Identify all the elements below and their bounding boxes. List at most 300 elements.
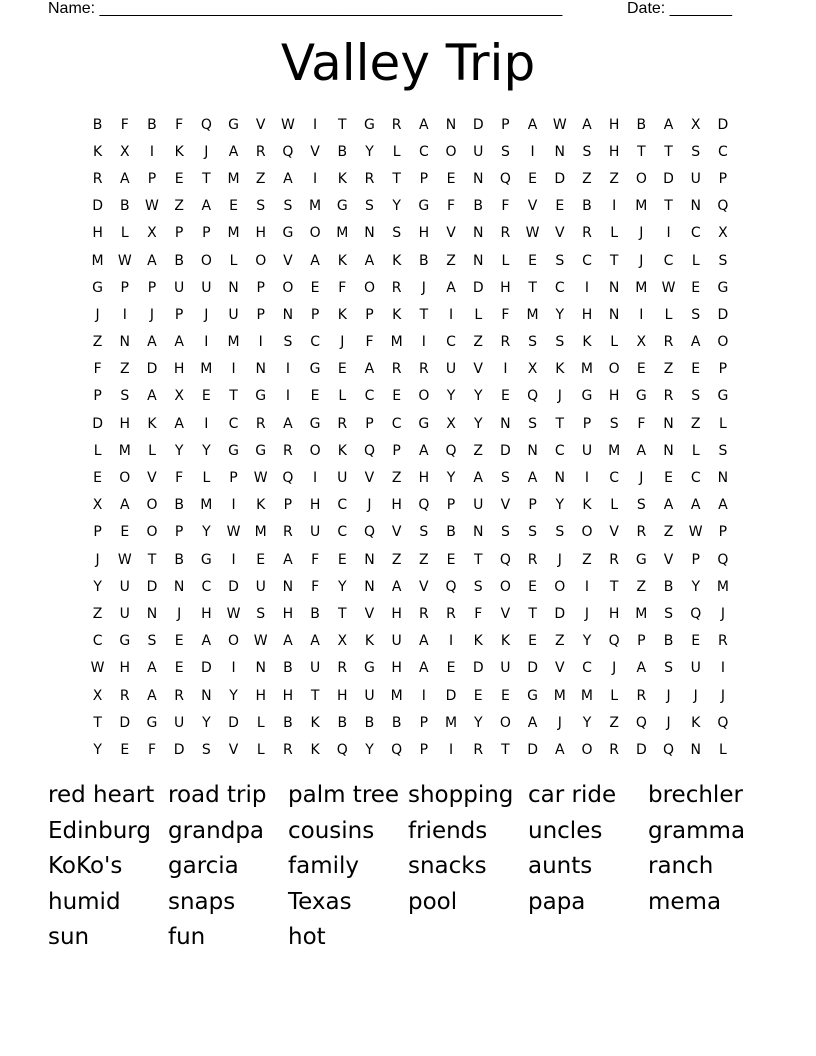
grid-letter: I bbox=[584, 279, 590, 296]
grid-letter: L bbox=[691, 252, 700, 269]
grid-letter: G bbox=[364, 116, 375, 133]
grid-letter: A bbox=[283, 633, 293, 650]
grid-letter: L bbox=[229, 252, 238, 269]
grid-letter: I bbox=[530, 143, 535, 160]
grid-letter: X bbox=[527, 361, 538, 378]
word-bank-item: Edinburg bbox=[48, 817, 151, 844]
grid-letter: E bbox=[528, 170, 538, 187]
grid-row bbox=[84, 546, 737, 573]
grid-letter: A bbox=[201, 633, 212, 650]
grid-letter: H bbox=[119, 660, 131, 677]
grid-letter: M bbox=[118, 442, 131, 459]
grid-letter: R bbox=[718, 633, 728, 650]
grid-letter: E bbox=[229, 198, 238, 215]
grid-letter: D bbox=[472, 279, 484, 296]
grid-row bbox=[84, 410, 737, 437]
grid-letter: L bbox=[610, 334, 619, 351]
grid-letter: T bbox=[664, 143, 673, 160]
grid-letter: S bbox=[582, 143, 592, 160]
grid-row bbox=[84, 573, 737, 600]
grid-letter: O bbox=[200, 252, 212, 269]
grid-letter: X bbox=[147, 225, 157, 242]
grid-letter: Y bbox=[338, 578, 347, 595]
grid-letter: P bbox=[283, 497, 293, 514]
grid-letter: F bbox=[93, 361, 102, 378]
grid-letter: G bbox=[119, 633, 131, 650]
grid-letter: A bbox=[364, 361, 375, 378]
grid-letter: R bbox=[255, 143, 266, 160]
word-bank-item: car ride bbox=[528, 782, 617, 808]
grid-letter: E bbox=[174, 660, 184, 677]
grid-letter: L bbox=[392, 143, 401, 160]
grid-letter: A bbox=[636, 660, 647, 677]
word-bank-item: gramma bbox=[648, 817, 746, 844]
grid-letter: C bbox=[582, 660, 592, 677]
grid-letter: J bbox=[367, 497, 372, 514]
grid-letter: E bbox=[446, 170, 456, 187]
grid-letter: R bbox=[337, 660, 348, 677]
grid-letter: G bbox=[255, 442, 267, 459]
grid-letter: A bbox=[527, 470, 538, 487]
grid-letter: M bbox=[580, 687, 594, 704]
grid-letter: X bbox=[446, 415, 456, 432]
grid-letter: Y bbox=[473, 415, 483, 432]
grid-letter: J bbox=[720, 605, 725, 622]
grid-letter: R bbox=[582, 225, 592, 242]
grid-letter: A bbox=[174, 415, 184, 432]
grid-letter: H bbox=[201, 605, 212, 622]
grid-letter: O bbox=[635, 170, 647, 187]
grid-letter: D bbox=[635, 741, 647, 758]
grid-letter: B bbox=[391, 714, 402, 731]
grid-letter: T bbox=[664, 198, 673, 215]
grid-letter: A bbox=[473, 470, 483, 487]
grid-letter: N bbox=[364, 551, 375, 568]
grid-letter: K bbox=[582, 497, 592, 514]
grid-letter: P bbox=[229, 470, 238, 487]
grid-letter: O bbox=[418, 388, 430, 405]
grid-letter: P bbox=[147, 279, 157, 296]
grid-letter: N bbox=[364, 225, 375, 242]
grid-letter: U bbox=[473, 143, 484, 160]
grid-row bbox=[84, 193, 737, 220]
grid-letter: K bbox=[93, 143, 103, 160]
grid-letter: C bbox=[554, 442, 565, 459]
grid-letter: Y bbox=[365, 143, 374, 160]
grid-letter: C bbox=[554, 279, 565, 296]
grid-letter: W bbox=[253, 470, 268, 487]
grid-letter: E bbox=[691, 279, 701, 296]
grid-letter: K bbox=[582, 334, 592, 351]
grid-letter: F bbox=[175, 116, 184, 133]
grid-letter: D bbox=[200, 660, 212, 677]
grid-letter: W bbox=[280, 116, 295, 133]
grid-letter: H bbox=[92, 225, 103, 242]
grid-letter: E bbox=[310, 388, 320, 405]
word-bank-item: hot bbox=[288, 924, 326, 951]
grid-letter: Z bbox=[446, 252, 456, 269]
grid-letter: R bbox=[337, 415, 348, 432]
grid-letter: Z bbox=[174, 198, 184, 215]
grid-letter: T bbox=[93, 714, 102, 731]
grid-letter: R bbox=[500, 225, 511, 242]
grid-letter: Z bbox=[582, 551, 592, 568]
grid-letter: C bbox=[391, 415, 402, 432]
grid-letter: E bbox=[337, 551, 347, 568]
grid-letter: Y bbox=[582, 714, 592, 731]
grid-letter: C bbox=[446, 334, 456, 351]
grid-letter: E bbox=[256, 551, 266, 568]
grid-letter: V bbox=[500, 497, 511, 514]
grid-letter: W bbox=[117, 252, 132, 269]
grid-letter: H bbox=[500, 279, 511, 296]
grid-letter: B bbox=[663, 633, 674, 650]
grid-letter: P bbox=[501, 116, 510, 133]
grid-letter: O bbox=[499, 714, 511, 731]
grid-letter: N bbox=[663, 442, 674, 459]
grid-letter: H bbox=[255, 687, 266, 704]
grid-letter: H bbox=[337, 687, 348, 704]
grid-letter: S bbox=[473, 578, 483, 595]
grid-letter: T bbox=[473, 551, 483, 568]
grid-letter: E bbox=[174, 633, 184, 650]
grid-letter: S bbox=[500, 143, 510, 160]
grid-letter: I bbox=[448, 633, 454, 650]
grid-letter: A bbox=[201, 198, 212, 215]
grid-letter: R bbox=[609, 741, 620, 758]
grid-letter: S bbox=[120, 388, 130, 405]
grid-letter: A bbox=[582, 116, 592, 133]
grid-letter: V bbox=[663, 551, 674, 568]
grid-letter: G bbox=[255, 388, 267, 405]
grid-letter: I bbox=[503, 361, 508, 378]
grid-letter: M bbox=[336, 225, 349, 242]
grid-letter: W bbox=[253, 633, 268, 650]
grid-letter: I bbox=[448, 306, 454, 323]
grid-letter: N bbox=[608, 306, 620, 323]
word-bank-item: ranch bbox=[648, 853, 714, 880]
grid-letter: S bbox=[500, 470, 510, 487]
grid-letter: L bbox=[474, 306, 483, 323]
grid-letter: P bbox=[120, 279, 129, 296]
grid-letter: R bbox=[500, 334, 511, 351]
grid-letter: G bbox=[228, 116, 239, 133]
grid-letter: T bbox=[392, 170, 401, 187]
grid-letter: E bbox=[310, 279, 320, 296]
grid-letter: N bbox=[608, 279, 620, 296]
grid-letter: O bbox=[255, 252, 267, 269]
grid-letter: O bbox=[581, 741, 593, 758]
word-bank-item: papa bbox=[528, 888, 586, 915]
grid-letter: Z bbox=[690, 415, 701, 432]
grid-letter: T bbox=[528, 279, 537, 296]
grid-row bbox=[84, 329, 737, 356]
grid-letter: U bbox=[690, 170, 701, 187]
grid-letter: B bbox=[473, 198, 484, 215]
grid-row bbox=[84, 356, 737, 383]
grid-letter: V bbox=[364, 605, 375, 622]
grid-letter: U bbox=[174, 279, 185, 296]
grid-letter: A bbox=[419, 116, 429, 133]
word-bank-item: garcia bbox=[168, 853, 239, 880]
grid-letter: L bbox=[719, 741, 727, 758]
grid-letter: F bbox=[365, 334, 374, 351]
grid-letter: P bbox=[718, 524, 728, 541]
grid-letter: X bbox=[337, 633, 348, 650]
grid-letter: F bbox=[175, 470, 184, 487]
grid-letter: J bbox=[557, 388, 562, 405]
grid-letter: D bbox=[173, 741, 185, 758]
grid-letter: N bbox=[663, 415, 674, 432]
grid-letter: J bbox=[95, 306, 100, 323]
grid-letter: U bbox=[337, 470, 348, 487]
grid-letter: X bbox=[92, 687, 103, 704]
grid-letter: U bbox=[119, 578, 130, 595]
grid-letter: E bbox=[528, 578, 538, 595]
grid-letter: V bbox=[391, 524, 402, 541]
grid-letter: N bbox=[472, 252, 484, 269]
date-field[interactable]: Date: _______ bbox=[627, 0, 732, 17]
grid-letter: A bbox=[147, 252, 157, 269]
grid-letter: L bbox=[691, 442, 700, 459]
grid-letter: R bbox=[283, 442, 293, 459]
grid-letter: I bbox=[204, 334, 209, 351]
grid-letter: M bbox=[200, 361, 213, 378]
grid-letter: I bbox=[448, 741, 454, 758]
grid-letter: K bbox=[337, 306, 347, 323]
grid-letter: S bbox=[528, 415, 538, 432]
grid-letter: T bbox=[229, 388, 238, 405]
grid-letter: O bbox=[581, 524, 593, 541]
grid-letter: Y bbox=[202, 524, 211, 541]
grid-letter: Y bbox=[202, 714, 211, 731]
grid-letter: U bbox=[690, 660, 701, 677]
grid-letter: O bbox=[717, 334, 729, 351]
grid-letter: S bbox=[528, 334, 538, 351]
grid-letter: W bbox=[90, 660, 105, 677]
grid-letter: V bbox=[554, 660, 565, 677]
grid-letter: E bbox=[174, 170, 184, 187]
grid-letter: K bbox=[691, 714, 701, 731]
grid-letter: M bbox=[309, 198, 322, 215]
grid-letter: M bbox=[608, 442, 621, 459]
grid-letter: S bbox=[691, 388, 701, 405]
grid-letter: R bbox=[255, 415, 266, 432]
grid-letter: H bbox=[282, 605, 294, 622]
grid-letter: M bbox=[91, 252, 104, 269]
grid-row bbox=[84, 519, 737, 546]
grid-letter: A bbox=[718, 497, 728, 514]
grid-letter: P bbox=[147, 170, 157, 187]
name-field[interactable]: Name: ____________________________________________________ bbox=[48, 0, 563, 17]
grid-letter: I bbox=[313, 470, 318, 487]
grid-letter: D bbox=[146, 578, 158, 595]
grid-letter: L bbox=[610, 497, 619, 514]
grid-letter: N bbox=[527, 442, 538, 459]
grid-letter: Y bbox=[365, 741, 374, 758]
grid-letter: Z bbox=[663, 524, 674, 541]
grid-letter: J bbox=[557, 551, 562, 568]
grid-row bbox=[84, 383, 737, 410]
grid-letter: A bbox=[283, 551, 293, 568]
grid-letter: H bbox=[418, 225, 430, 242]
grid-letter: Q bbox=[690, 605, 702, 622]
grid-letter: Q bbox=[717, 714, 729, 731]
grid-letter: N bbox=[472, 225, 484, 242]
grid-letter: B bbox=[147, 116, 157, 133]
grid-letter: U bbox=[500, 660, 511, 677]
grid-letter: I bbox=[584, 578, 590, 595]
grid-letter: I bbox=[313, 170, 318, 187]
grid-letter: P bbox=[174, 306, 184, 323]
grid-letter: A bbox=[663, 497, 674, 514]
grid-letter: Z bbox=[391, 551, 402, 568]
grid-letter: D bbox=[717, 306, 729, 323]
grid-letter: S bbox=[555, 252, 565, 269]
grid-letter: E bbox=[691, 361, 701, 378]
grid-letter: I bbox=[720, 660, 725, 677]
grid-letter: A bbox=[419, 633, 429, 650]
grid-letter: B bbox=[174, 497, 184, 514]
grid-letter: H bbox=[391, 660, 402, 677]
grid-letter: M bbox=[716, 578, 729, 595]
grid-letter: I bbox=[421, 334, 426, 351]
grid-letter: A bbox=[310, 633, 320, 650]
grid-letter: A bbox=[283, 415, 293, 432]
grid-letter: C bbox=[228, 415, 239, 432]
word-bank-item: aunts bbox=[528, 853, 593, 880]
grid-row bbox=[84, 464, 737, 491]
grid-letter: E bbox=[555, 198, 565, 215]
grid-letter: N bbox=[282, 578, 294, 595]
grid-letter: R bbox=[391, 361, 402, 378]
grid-row bbox=[84, 301, 737, 328]
grid-letter: V bbox=[500, 605, 511, 622]
grid-letter: S bbox=[718, 442, 728, 459]
grid-letter: J bbox=[639, 470, 644, 487]
grid-letter: J bbox=[204, 306, 209, 323]
word-bank-item: brechler bbox=[648, 782, 743, 808]
grid-letter: U bbox=[445, 361, 457, 378]
grid-letter: A bbox=[419, 660, 429, 677]
grid-letter: H bbox=[173, 361, 185, 378]
grid-letter: I bbox=[285, 361, 290, 378]
grid-letter: E bbox=[664, 470, 673, 487]
grid-letter: V bbox=[473, 361, 483, 378]
page-title: Valley Trip bbox=[280, 34, 536, 92]
grid-letter: A bbox=[527, 714, 538, 731]
grid-letter: P bbox=[419, 741, 429, 758]
grid-letter: H bbox=[608, 143, 620, 160]
grid-letter: R bbox=[663, 334, 674, 351]
grid-letter: A bbox=[147, 687, 157, 704]
word-bank-item: cousins bbox=[288, 817, 375, 844]
grid-letter: N bbox=[255, 361, 266, 378]
grid-letter: H bbox=[255, 225, 266, 242]
grid-letter: T bbox=[202, 170, 211, 187]
grid-letter: I bbox=[639, 306, 644, 323]
grid-letter: S bbox=[201, 741, 211, 758]
grid-letter: I bbox=[584, 470, 590, 487]
grid-letter: G bbox=[717, 279, 729, 296]
grid-letter: N bbox=[119, 334, 131, 351]
grid-letter: V bbox=[255, 116, 266, 133]
grid-letter: I bbox=[612, 198, 617, 215]
grid-letter: M bbox=[390, 687, 403, 704]
grid-letter: J bbox=[149, 306, 155, 323]
grid-letter: N bbox=[173, 578, 185, 595]
grid-letter: N bbox=[201, 687, 212, 704]
grid-letter: H bbox=[119, 415, 131, 432]
grid-letter: K bbox=[337, 252, 347, 269]
grid-letter: L bbox=[664, 306, 673, 323]
grid-letter: Z bbox=[92, 605, 103, 622]
grid-letter: I bbox=[149, 143, 155, 160]
grid-letter: P bbox=[582, 415, 592, 432]
grid-letter: S bbox=[664, 660, 673, 677]
grid-letter: A bbox=[283, 170, 293, 187]
grid-letter: W bbox=[145, 198, 159, 215]
grid-letter: F bbox=[120, 116, 129, 133]
grid-letter: N bbox=[228, 279, 239, 296]
grid-letter: L bbox=[256, 714, 265, 731]
grid-letter: A bbox=[446, 279, 456, 296]
grid-letter: I bbox=[231, 497, 236, 514]
grid-letter: K bbox=[473, 633, 483, 650]
grid-letter: R bbox=[391, 279, 402, 296]
grid-row bbox=[84, 220, 737, 247]
grid-letter: F bbox=[311, 578, 320, 595]
grid-letter: B bbox=[337, 143, 348, 160]
grid-letter: P bbox=[93, 524, 102, 541]
grid-letter: B bbox=[337, 714, 348, 731]
grid-letter: X bbox=[636, 334, 647, 351]
grid-letter: B bbox=[419, 252, 429, 269]
grid-letter: N bbox=[364, 578, 375, 595]
grid-letter: S bbox=[283, 334, 293, 351]
grid-letter: L bbox=[610, 687, 619, 704]
grid-letter: J bbox=[639, 225, 644, 242]
grid-letter: S bbox=[664, 605, 673, 622]
grid-letter: S bbox=[500, 524, 510, 541]
grid-letter: E bbox=[446, 660, 456, 677]
grid-letter: V bbox=[310, 143, 320, 160]
grid-row bbox=[84, 165, 737, 192]
grid-letter: G bbox=[418, 415, 430, 432]
grid-letter: K bbox=[364, 633, 375, 650]
grid-letter: V bbox=[609, 524, 619, 541]
grid-letter: C bbox=[663, 252, 674, 269]
grid-letter: D bbox=[92, 198, 103, 215]
grid-letter: P bbox=[174, 524, 184, 541]
grid-letter: D bbox=[472, 660, 484, 677]
grid-letter: Y bbox=[93, 741, 102, 758]
grid-letter: N bbox=[445, 116, 457, 133]
grid-letter: Y bbox=[174, 442, 184, 459]
grid-letter: U bbox=[174, 714, 185, 731]
grid-row bbox=[84, 628, 737, 655]
grid-letter: H bbox=[391, 605, 402, 622]
grid-letter: Z bbox=[473, 334, 484, 351]
grid-letter: C bbox=[582, 252, 592, 269]
grid-letter: N bbox=[690, 741, 701, 758]
grid-letter: G bbox=[92, 279, 104, 296]
grid-letter: N bbox=[472, 170, 484, 187]
grid-letter: W bbox=[661, 279, 676, 296]
grid-letter: S bbox=[691, 306, 701, 323]
grid-letter: G bbox=[228, 442, 239, 459]
grid-letter: M bbox=[635, 605, 648, 622]
